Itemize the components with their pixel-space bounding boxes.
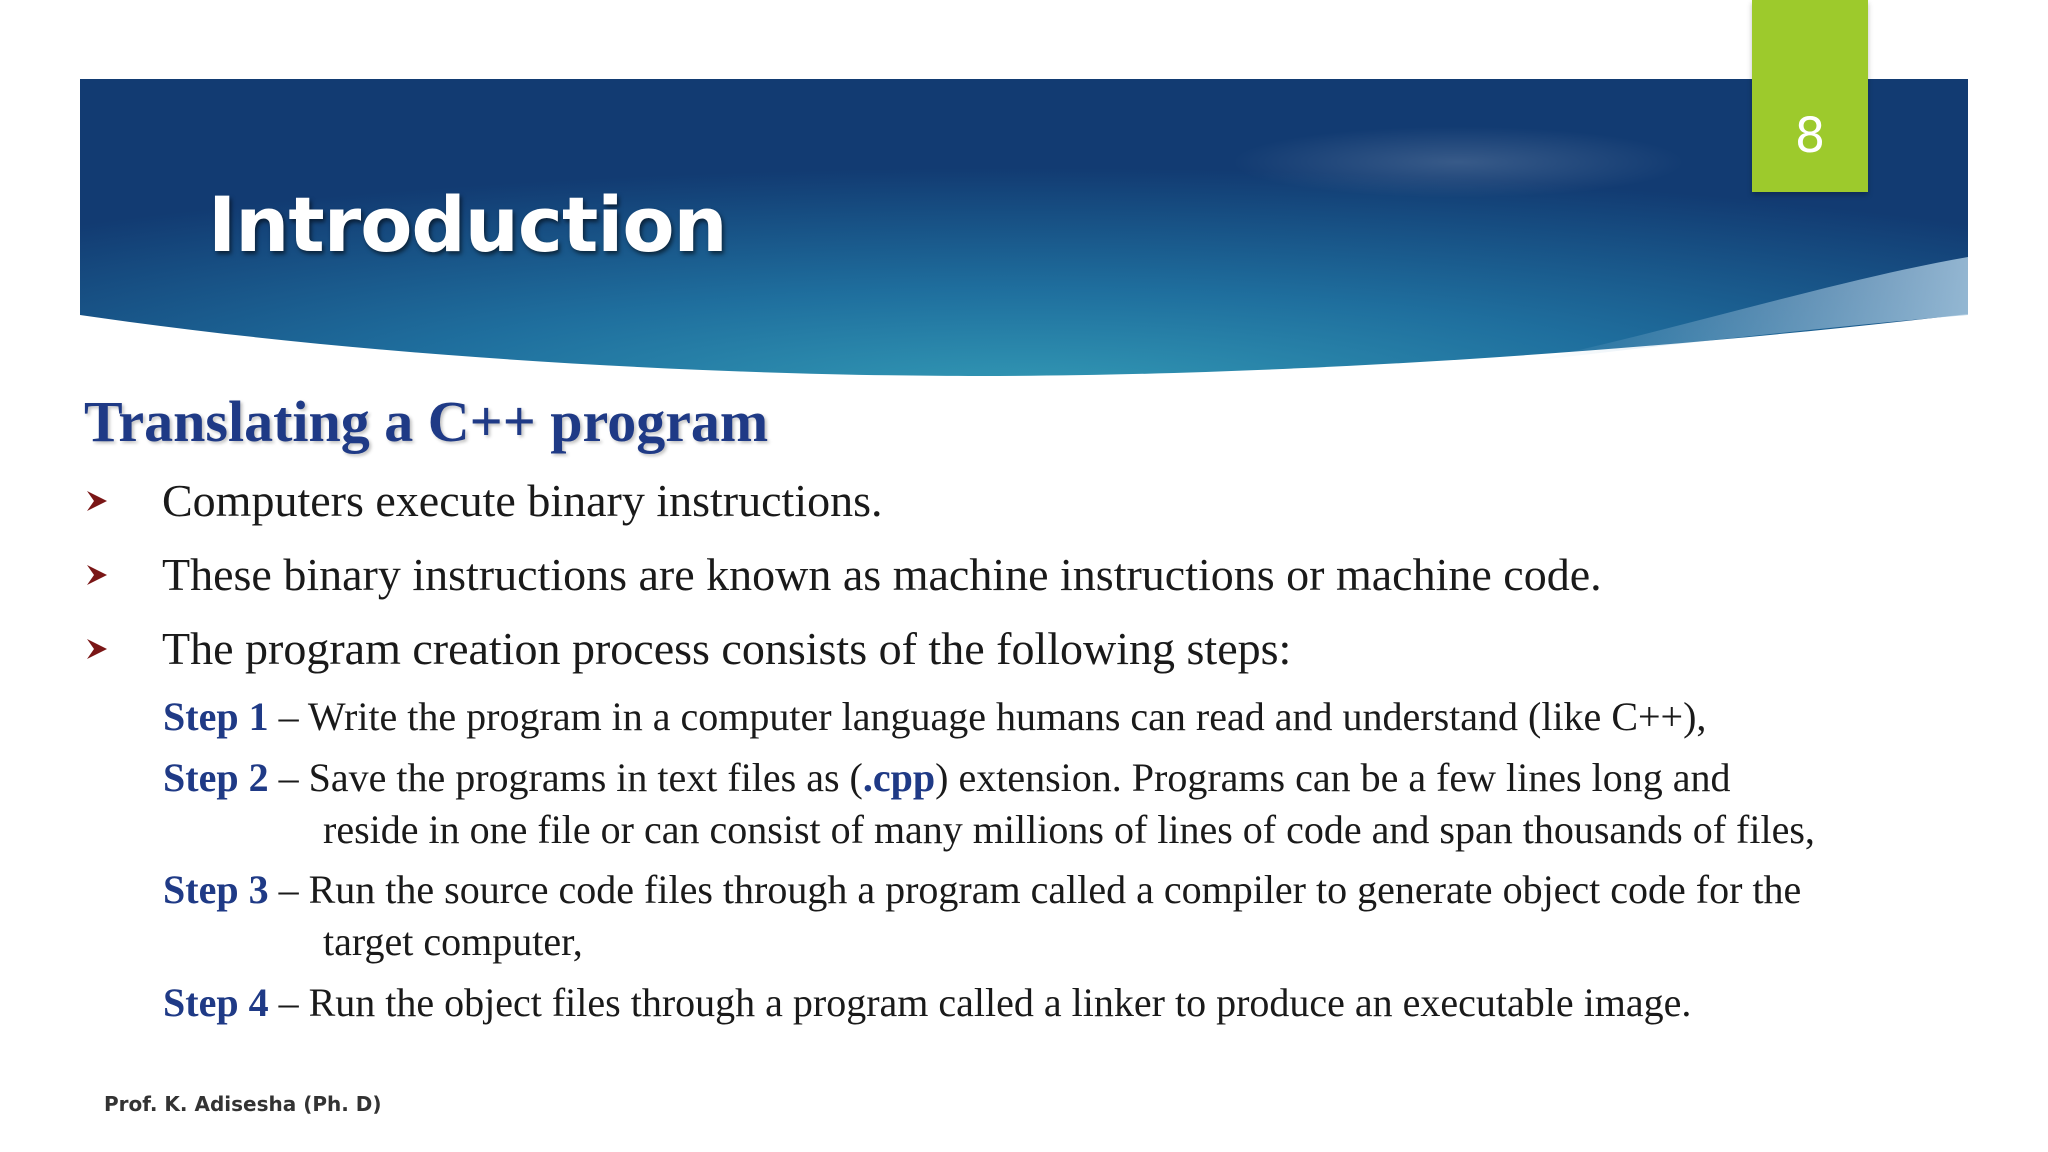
step-text: ) extension. Programs can be a few lines long and	[935, 755, 1731, 800]
step-label: Step 2	[163, 755, 269, 800]
page-number-tab	[1752, 0, 1868, 192]
step-text: – Write the program in a computer language humans can read and understand (like C++),	[268, 694, 1707, 739]
step-continuation: target computer,	[323, 919, 583, 964]
step-label: Step 4	[163, 980, 269, 1025]
step-item	[163, 752, 1923, 856]
step-text: – Run the object files through a program called a linker to produce an executable image.	[268, 980, 1692, 1025]
arrow-bullet-icon	[86, 638, 108, 660]
step-text: – Save the programs in text files as (	[268, 755, 863, 800]
step-label: Step 1	[163, 694, 269, 739]
step-item	[163, 864, 1923, 968]
step-continuation: reside in one file or can consist of many millions of lines of code and span thousands of files,	[323, 807, 1815, 852]
bullet-text: Computers execute binary instructions.	[162, 475, 883, 526]
bullet-text: These binary instructions are known as machine instructions or machine code.	[162, 549, 1602, 600]
slide-title: Introduction	[208, 180, 727, 269]
page-number: 8	[1794, 108, 1826, 164]
footer-author: Prof. K. Adisesha (Ph. D)	[104, 1092, 382, 1116]
step-item	[163, 691, 1923, 743]
step-item	[163, 977, 1923, 1029]
bullet-text: The program creation process consists of the following steps:	[162, 623, 1292, 674]
arrow-bullet-icon	[86, 564, 108, 586]
step-text: – Run the source code files through a program called a compiler to generate object code for the	[268, 867, 1802, 912]
step-label: Step 3	[163, 867, 269, 912]
section-heading: Translating a C++ program	[84, 389, 769, 454]
arrow-bullet-icon	[86, 490, 108, 512]
file-extension: .cpp	[862, 755, 936, 800]
